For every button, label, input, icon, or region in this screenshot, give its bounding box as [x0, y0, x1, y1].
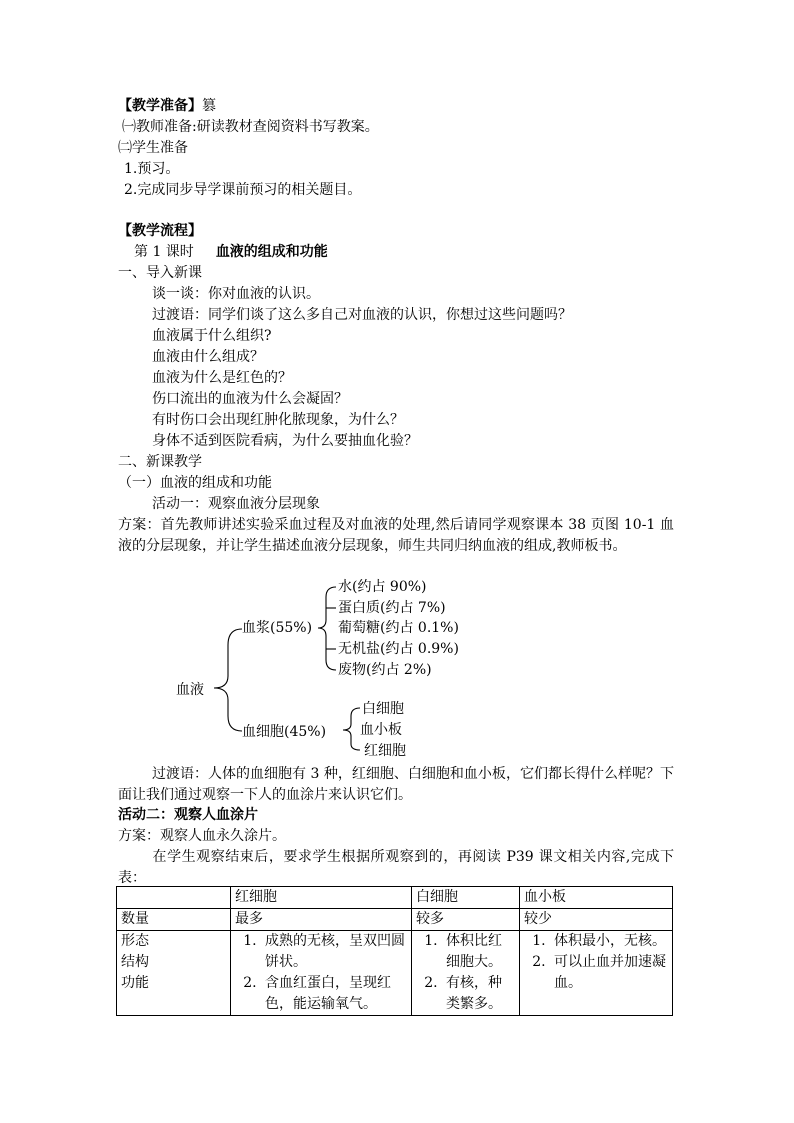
cell-part-2: 血小板	[360, 722, 402, 738]
cells-brace	[343, 708, 360, 750]
count-wbc: 较多	[412, 909, 520, 931]
plasma-part-1: 水(约占 90%)	[338, 579, 427, 595]
plasma-part-5: 废物(约占 2%)	[338, 662, 432, 678]
platelet-feature-1: 1. 体积最小，无核。	[550, 931, 668, 952]
intro-line-3: 血液属于什么组织?	[152, 328, 272, 344]
activity-1: 活动一：观察血液分层现象	[152, 496, 320, 512]
table-row-count	[117, 909, 673, 931]
table-header-platelet: 血小板	[520, 887, 673, 909]
platelet-features	[520, 931, 673, 1016]
plasma-part-4: 无机盐(约占 0.9%)	[338, 641, 459, 657]
cell-part-3: 红细胞	[364, 743, 406, 759]
cell-part-1: 白细胞	[362, 701, 404, 717]
blood-cell-comparison-table	[116, 886, 673, 1016]
intro-line-1: 谈一谈：你对血液的认识。	[152, 286, 320, 302]
transition-2-text: 过渡语：人体的血细胞有 3 种，红细胞、白细胞和血小板，它们都长得什么样呢？下面让我们通过观察一下人的血涂片来认识它们。	[118, 766, 674, 803]
student-prep-item-1: 1.预习。	[124, 161, 180, 177]
feature-label	[117, 931, 231, 1016]
wbc-features	[412, 931, 520, 1016]
count-label: 数量	[117, 909, 231, 931]
table-row-features	[117, 931, 673, 1016]
activity-2-instruction	[118, 847, 674, 889]
rbc-features	[231, 931, 412, 1016]
prep-heading: 【教学准备】	[118, 98, 202, 114]
lesson-number: 第 1 课时	[134, 244, 194, 260]
table-header-empty	[117, 887, 231, 909]
intro-line-6: 伤口流出的血液为什么会凝固？	[152, 391, 348, 407]
intro-heading: 一、导入新课	[118, 265, 202, 281]
plasma-node: 血浆(55%)	[242, 620, 313, 636]
count-rbc: 最多	[231, 909, 412, 931]
table-header-row	[117, 887, 673, 909]
wbc-feature-1: 1. 体积比红细胞大。	[442, 931, 515, 973]
teacher-prep: ㈠教师准备:研读教材查阅资料书写教案。	[122, 119, 379, 135]
activity-2-heading: 活动二：观察人血涂片	[118, 807, 258, 823]
blood-root: 血液	[176, 682, 204, 698]
intro-line-8: 身体不适到医院看病，为什么要抽血化验？	[152, 433, 418, 449]
subsection-1: （一）血液的组成和功能	[118, 475, 272, 491]
plan-1: 方案：首先教师讲述实验采血过程及对血液的处理,然后请同学观察课本 38 页图 10-1 血液的分层现象，并让学生描述血液分层现象，师生共同归纳血液的组成,教师板书。	[118, 517, 674, 554]
count-platelet: 较少	[520, 909, 673, 931]
lesson-title: 血液的组成和功能	[215, 244, 328, 260]
student-prep-item-2: 2.完成同步导学课前预习的相关题目。	[124, 182, 362, 198]
transition-2	[118, 764, 674, 806]
student-prep: ㈡学生准备	[118, 140, 188, 156]
intro-line-7: 有时伤口会出现红肿化脓现象，为什么？	[152, 412, 404, 428]
plasma-part-3: 葡萄糖(约占 0.1%)	[338, 620, 459, 636]
root-brace	[214, 629, 242, 731]
rbc-feature-1: 1. 成熟的无核，呈双凹圆饼状。	[261, 931, 407, 973]
intro-line-5: 血液为什么是红色的？	[152, 370, 292, 386]
prep-heading-tail: 篡	[202, 98, 216, 114]
table-header-wbc: 白细胞	[412, 887, 520, 909]
plasma-brace	[318, 587, 336, 670]
intro-line-2: 过渡语：同学们谈了这么多自己对血液的认识，你想过这些问题吗？	[152, 307, 572, 323]
cells-node: 血细胞(45%)	[242, 724, 327, 740]
feature-label-function: 功能	[121, 975, 149, 991]
platelet-feature-2: 2. 可以止血并加速凝血。	[550, 952, 668, 994]
flow-heading: 【教学流程】	[118, 223, 202, 239]
intro-line-4: 血液由什么组成？	[152, 349, 264, 365]
table-header-rbc: 红细胞	[231, 887, 412, 909]
rbc-feature-2: 2. 含血红蛋白，呈现红色，能运输氧气。	[261, 973, 407, 1015]
activity-2-instruction-text: 在学生观察结束后，要求学生根据所观察到的，再阅读 P39 课文相关内容,完成下表：	[118, 849, 674, 886]
activity-2-plan: 方案：观察人血永久涂片。	[118, 828, 286, 844]
wbc-feature-2: 2. 有核，种类繁多。	[442, 973, 515, 1015]
feature-label-shape: 形态	[121, 933, 149, 949]
feature-label-structure: 结构	[121, 954, 149, 970]
plasma-part-2: 蛋白质(约占 7%)	[338, 600, 446, 616]
new-lesson-heading: 二、新课教学	[118, 454, 202, 470]
